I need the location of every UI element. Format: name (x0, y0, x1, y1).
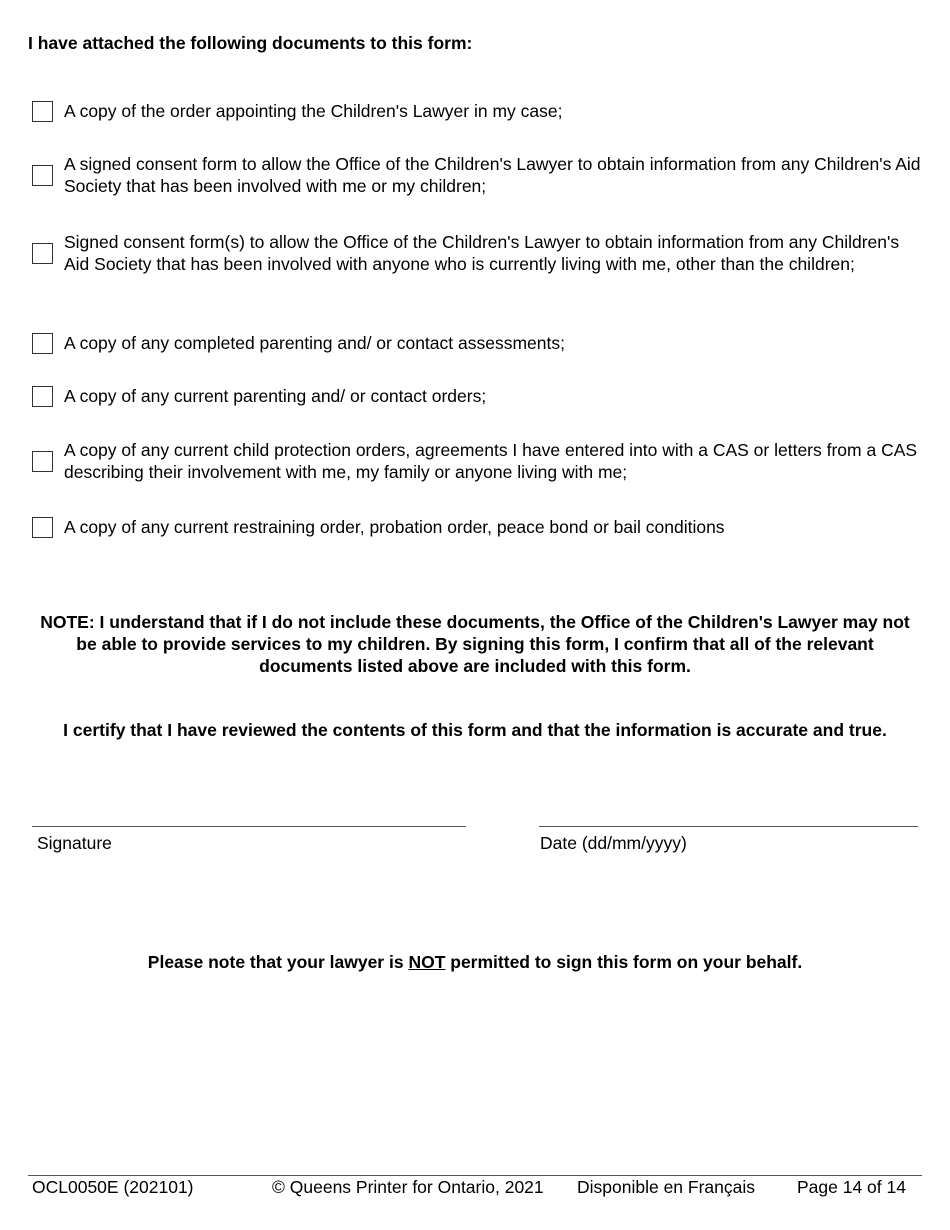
checkbox-consent-cas-household[interactable] (32, 243, 53, 264)
checklist-item-child-protection (32, 439, 922, 483)
checkbox-parenting-orders[interactable] (32, 386, 53, 407)
disclaimer-text: permitted to sign this form on your behalf. (445, 952, 803, 972)
checklist-item-consent-cas-household (32, 231, 922, 275)
note-paragraph: NOTE: I understand that if I do not include these documents, the Office of the Children's Lawyer may not be able to provide services to my children. By signing this form, I confirm that all of the relevant documents listed above are included with this form. (40, 612, 910, 676)
date-line[interactable] (539, 826, 918, 827)
disclaimer-text: Please note that your lawyer is (147, 952, 409, 972)
footer-page-number: Page 14 of 14 (797, 1177, 906, 1197)
checklist-label: A copy of any completed parenting and/ or contact assessments; (64, 333, 565, 353)
checkbox-assessments[interactable] (32, 333, 53, 354)
section-heading: I have attached the following documents to this form: (28, 33, 473, 53)
checklist-label: A copy of any current parenting and/ or contact orders; (64, 386, 487, 406)
checklist-item-parenting-orders (32, 385, 922, 407)
checklist-label: A copy of the order appointing the Children's Lawyer in my case; (64, 101, 563, 121)
checklist-label: A copy of any current restraining order, probation order, peace bond or bail conditions (64, 517, 725, 537)
signature-line[interactable] (32, 826, 466, 827)
checklist-label: Signed consent form(s) to allow the Office of the Children's Lawyer to obtain information from any Children's Aid Society that has been involved with anyone who is currently living with me, other than the children; (64, 232, 900, 274)
checkbox-order-appointing[interactable] (32, 101, 53, 122)
checklist-label: A copy of any current child protection orders, agreements I have entered into with a CAS or letters from a CAS describing their involvement with me, my family or anyone living with me; (64, 440, 918, 482)
checklist-item-consent-cas-me (32, 153, 922, 197)
footer-french-availability: Disponible en Français (577, 1177, 756, 1197)
footer-form-code: OCL0050E (202101) (32, 1177, 194, 1197)
footer-divider (28, 1175, 922, 1176)
checklist-label: A signed consent form to allow the Office of the Children's Lawyer to obtain information from any Children's Aid Society that has been involved with me or my children; (64, 154, 921, 196)
checklist-item-restraining-order (32, 516, 922, 538)
checkbox-child-protection[interactable] (32, 451, 53, 472)
checkbox-restraining-order[interactable] (32, 517, 53, 538)
checklist-item-order-appointing (32, 100, 922, 122)
certification-statement: I certify that I have reviewed the contents of this form and that the information is accurate and true. (63, 720, 887, 740)
disclaimer-emphasis: NOT (408, 952, 446, 972)
footer-copyright: © Queens Printer for Ontario, 2021 (272, 1177, 544, 1197)
signature-label: Signature (37, 833, 112, 853)
checklist-item-assessments (32, 332, 922, 354)
checkbox-consent-cas-me[interactable] (32, 165, 53, 186)
date-label: Date (dd/mm/yyyy) (540, 833, 687, 853)
lawyer-disclaimer (28, 952, 922, 973)
